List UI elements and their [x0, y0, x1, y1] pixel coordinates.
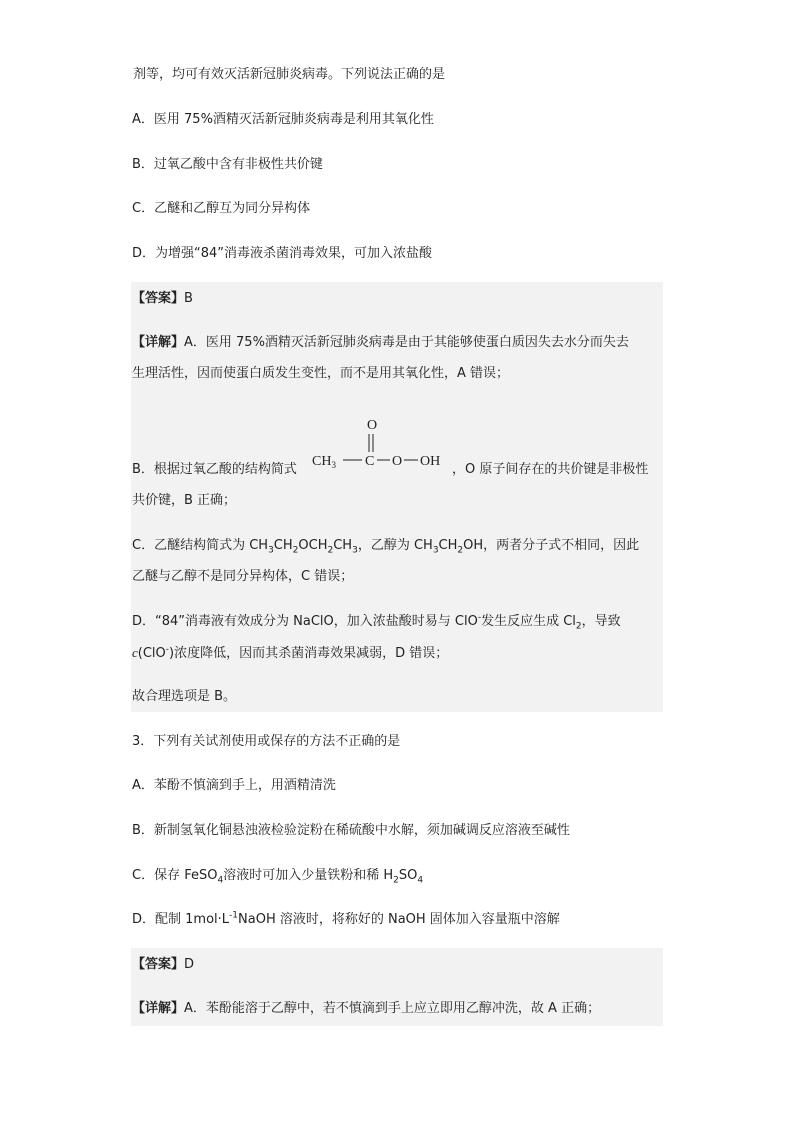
- subscript: 2: [393, 875, 399, 886]
- q2-option-b: B．过氧乙酸中含有非极性共价键: [132, 157, 323, 172]
- q2-detail-c-line1: C．乙醚结构简式为 $CH_3CH_2OCH_2CH_3$，乙醇为 $CH_3CH_2OH$，两者分子式不相同，因此: [132, 538, 640, 556]
- q3-answer: [132, 956, 194, 974]
- text: 溶液时可加入少量铁粉和稀 H: [223, 868, 394, 883]
- q3-option-a: A．苯酚不慎滴到手上，用酒精清洗: [132, 778, 336, 793]
- q3-option-b: B．新制氢氧化铜悬浊液检验淀粉在稀硫酸中水解，须加碱调反应溶液至碱性: [132, 823, 570, 838]
- text: ，乙醇为 CH: [357, 538, 433, 553]
- q3-stem: 3．下列有关试剂使用或保存的方法不正确的是: [132, 734, 401, 749]
- text: CH: [438, 538, 458, 553]
- subscript: 4: [217, 875, 224, 886]
- superscript: -1: [229, 910, 239, 921]
- text: SO: [398, 868, 418, 883]
- q2-option-c: C．乙醚和乙醇互为同分异构体: [132, 201, 311, 216]
- q2-detail-d-line2: [132, 644, 448, 663]
- q2-detail-c-line2: 乙醚与乙醇不是同分异构体，C 错误；: [132, 569, 354, 584]
- q2-detail-b-after: ，O 原子间存在的共价键是非极性: [452, 462, 649, 477]
- text: C．保存 FeSO: [132, 868, 218, 883]
- text: NaOH 溶液时，将称好的 NaOH 固体加入容量瓶中溶解: [238, 912, 560, 927]
- text: OH，两者分子式不相同，因此: [463, 538, 640, 553]
- formula-carbon: C: [365, 454, 375, 469]
- q3-option-d: [132, 911, 560, 929]
- formula-methyl: $CH_3$: [312, 454, 336, 470]
- subscript: 4: [417, 875, 424, 886]
- text: )浓度降低，因而其杀菌消毒效果减弱，D 错误；: [169, 646, 449, 661]
- text: CH: [333, 538, 353, 553]
- text: C．乙醚结构简式为 CH: [132, 538, 269, 553]
- answer-value: B: [184, 291, 193, 306]
- text: (ClO: [137, 646, 166, 661]
- text: 发生反应生成 Cl: [481, 614, 576, 629]
- superscript: -: [165, 644, 170, 655]
- answer-label: 【答案】: [132, 957, 185, 972]
- q2-detail-b-line2: 共价键，B 正确；: [132, 493, 237, 508]
- q2-option-a: A．医用 75%酒精灭活新冠肺炎病毒是利用其氧化性: [132, 112, 434, 127]
- superscript: -: [477, 612, 482, 623]
- answer-label: 【答案】: [132, 291, 185, 306]
- q3-detail-a: [132, 1000, 600, 1018]
- subscript: 2: [575, 621, 582, 632]
- peracetic-acid-formula: [312, 414, 452, 472]
- formula-oxygen: O: [392, 454, 403, 469]
- detail-label: 【详解】: [132, 1001, 185, 1016]
- text: D．配制 1mol·L: [132, 912, 230, 927]
- q2-detail-b-before: B．根据过氧乙酸的结构简式: [132, 462, 297, 477]
- q3-option-c: [132, 867, 423, 885]
- text: CH: [273, 538, 293, 553]
- text: D．“84”消毒液有效成分为 NaClO，加入浓盐酸时易与 ClO: [132, 614, 478, 629]
- text: ，导致: [581, 614, 621, 629]
- q2-conclusion: 故合理选项是 B。: [132, 689, 237, 704]
- formula-oxygen-top: O: [367, 418, 378, 433]
- detail-text: A．医用 75%酒精灭活新冠肺炎病毒是由于其能够使蛋白质因失去水分而失去: [184, 335, 629, 350]
- q2-detail-d-line1: [132, 613, 621, 631]
- q2-answer: [132, 290, 193, 308]
- formula-hydroxyl: OH: [420, 454, 441, 469]
- q2-option-d: D．为增强“84”消毒液杀菌消毒效果，可加入浓盐酸: [132, 246, 433, 261]
- detail-text: A．苯酚能溶于乙醇中，若不慎滴到手上应立即用乙醇冲洗，故 A 正确；: [184, 1001, 601, 1016]
- q2-stem-tail: 剂等，均可有效灭活新冠肺炎病毒。下列说法正确的是: [133, 67, 446, 82]
- concentration-symbol: c: [132, 645, 138, 660]
- q2-detail-a-line2: 生理活性，因而使蛋白质发生变性，而不是用其氧化性，A 错误；: [132, 366, 510, 381]
- answer-value: D: [184, 957, 195, 972]
- detail-label: 【详解】: [132, 335, 185, 350]
- q2-detail-a-line1: [132, 334, 629, 352]
- text: OCH: [298, 538, 328, 553]
